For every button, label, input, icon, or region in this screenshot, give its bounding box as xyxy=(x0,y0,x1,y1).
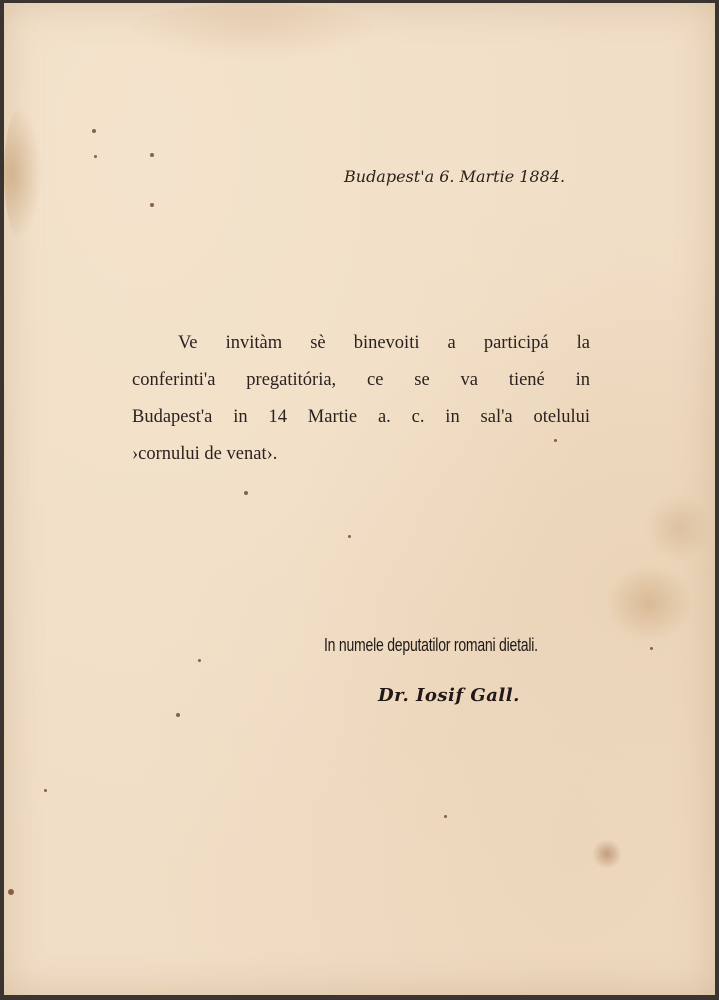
foxing-spot xyxy=(150,203,154,207)
foxing-spot xyxy=(348,535,351,538)
foxing-spot xyxy=(650,647,653,650)
stain-left-edge xyxy=(4,103,42,243)
foxing-spot xyxy=(176,713,180,717)
date-line: Budapest'a 6. Martie 1884. xyxy=(344,167,566,186)
body-line: Budapest'a in 14 Martie a. c. in sal'a otelului xyxy=(132,407,590,427)
stain-top-center xyxy=(124,3,384,63)
foxing-spot xyxy=(8,889,14,895)
foxing-spot xyxy=(94,155,97,158)
invitation-body xyxy=(132,325,590,473)
foxing-spot xyxy=(198,659,201,662)
stain-right-upper xyxy=(644,493,714,563)
body-line: ›cornului de venat›. xyxy=(132,444,278,464)
foxing-spot xyxy=(44,789,47,792)
foxing-spot xyxy=(92,129,96,133)
document-page xyxy=(4,3,715,995)
foxing-spot xyxy=(444,815,447,818)
body-line: Ve invitàm sè binevoiti a participá la xyxy=(178,333,590,353)
body-line: conferinti'a pregatitória, ce se va tiené in xyxy=(132,370,590,390)
foxing-spot xyxy=(150,153,154,157)
stain-bottom-right xyxy=(592,839,622,869)
signature: Dr. Iosif Gall. xyxy=(378,685,520,706)
signoff-line: In numele deputatilor romani dietali. xyxy=(324,635,538,655)
foxing-spot xyxy=(244,491,248,495)
stain-right-middle xyxy=(604,563,694,643)
